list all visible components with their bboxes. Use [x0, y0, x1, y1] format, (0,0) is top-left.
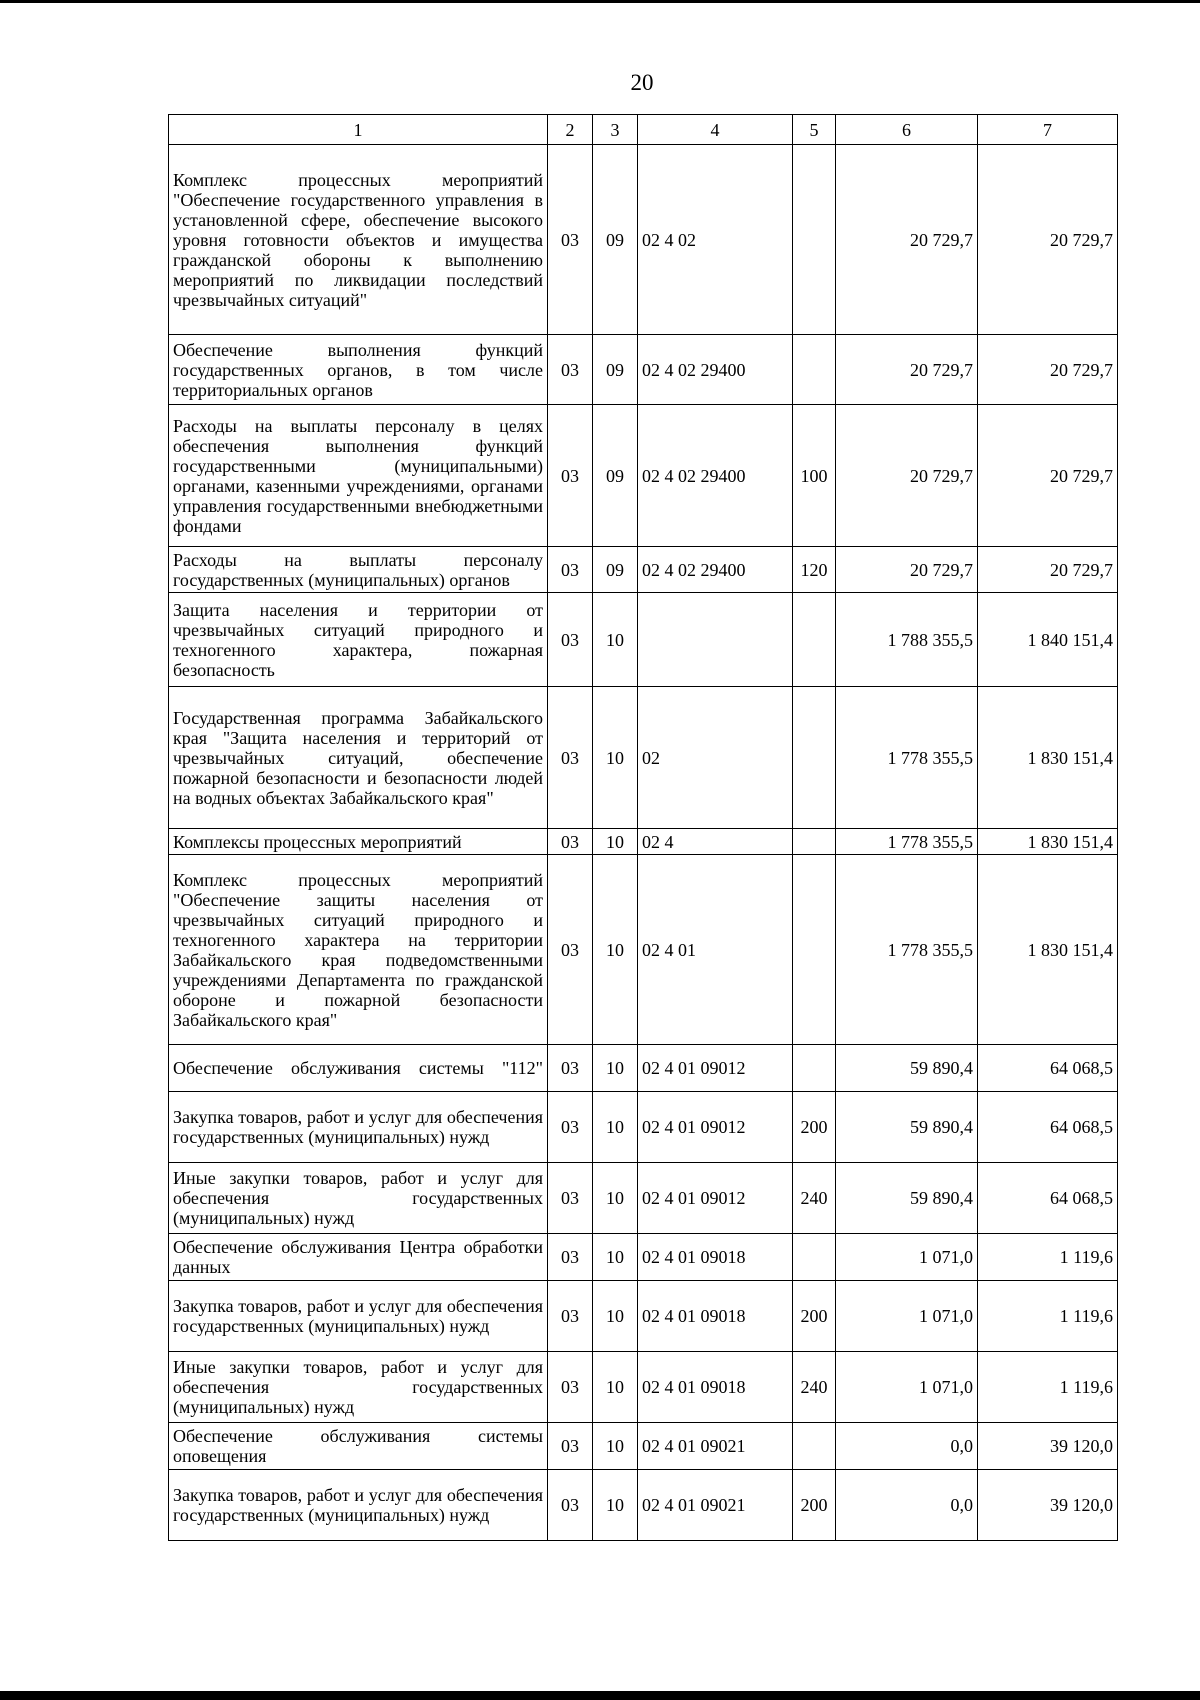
- row-amount-col7: 20 729,7: [978, 405, 1118, 547]
- table-row: [169, 687, 1118, 829]
- row-amount-col6: 20 729,7: [836, 335, 978, 405]
- row-amount-col6: 1 071,0: [836, 1234, 978, 1281]
- row-subsection: 10: [593, 687, 638, 829]
- row-subsection: 09: [593, 335, 638, 405]
- budget-table: [168, 114, 1118, 1541]
- row-amount-col6: 59 890,4: [836, 1092, 978, 1163]
- row-target-code: 02 4 01: [638, 855, 793, 1045]
- row-subsection: 10: [593, 1281, 638, 1352]
- column-header-4: 4: [638, 115, 793, 145]
- table-row: [169, 1352, 1118, 1423]
- row-expense-type: 200: [793, 1281, 836, 1352]
- row-target-code: 02 4 02: [638, 145, 793, 335]
- row-section: 03: [548, 1045, 593, 1092]
- row-amount-col6: 1 778 355,5: [836, 687, 978, 829]
- row-amount-col7: 20 729,7: [978, 335, 1118, 405]
- row-expense-type: [793, 687, 836, 829]
- row-amount-col6: 59 890,4: [836, 1045, 978, 1092]
- table-row: [169, 335, 1118, 405]
- row-target-code: [638, 593, 793, 687]
- row-name: Расходы на выплаты персоналу в целях обеспечения выполнения функций государственными (муниципальными) органами, казенными учреждениями, органами управления государственными внебюджетными фондами: [169, 405, 548, 547]
- row-section: 03: [548, 335, 593, 405]
- row-expense-type: [793, 1423, 836, 1470]
- table-row: [169, 1281, 1118, 1352]
- row-amount-col6: 1 778 355,5: [836, 855, 978, 1045]
- row-section: 03: [548, 1092, 593, 1163]
- column-header-6: 6: [836, 115, 978, 145]
- row-amount-col7: 1 119,6: [978, 1352, 1118, 1423]
- row-name: Закупка товаров, работ и услуг для обеспечения государственных (муниципальных) нужд: [169, 1281, 548, 1352]
- row-section: 03: [548, 1163, 593, 1234]
- row-section: 03: [548, 145, 593, 335]
- row-subsection: 10: [593, 829, 638, 855]
- row-subsection: 10: [593, 855, 638, 1045]
- row-target-code: 02 4 01 09012: [638, 1092, 793, 1163]
- row-amount-col6: 1 778 355,5: [836, 829, 978, 855]
- row-amount-col7: 39 120,0: [978, 1423, 1118, 1470]
- row-amount-col6: 20 729,7: [836, 547, 978, 593]
- table-row: [169, 855, 1118, 1045]
- row-section: 03: [548, 1234, 593, 1281]
- row-name: Защита населения и территории от чрезвычайных ситуаций природного и техногенного характера, пожарная безопасность: [169, 593, 548, 687]
- row-section: 03: [548, 855, 593, 1045]
- row-section: 03: [548, 1423, 593, 1470]
- row-amount-col7: 64 068,5: [978, 1092, 1118, 1163]
- row-amount-col6: 20 729,7: [836, 145, 978, 335]
- row-target-code: 02 4 02 29400: [638, 547, 793, 593]
- row-subsection: 10: [593, 1423, 638, 1470]
- row-expense-type: [793, 335, 836, 405]
- row-target-code: 02: [638, 687, 793, 829]
- row-expense-type: [793, 1234, 836, 1281]
- row-section: 03: [548, 1352, 593, 1423]
- header-row: [169, 115, 1118, 145]
- table-row: [169, 547, 1118, 593]
- row-amount-col7: 1 119,6: [978, 1234, 1118, 1281]
- row-amount-col7: 1 840 151,4: [978, 593, 1118, 687]
- row-section: 03: [548, 405, 593, 547]
- row-subsection: 10: [593, 1092, 638, 1163]
- row-section: 03: [548, 687, 593, 829]
- row-amount-col7: 20 729,7: [978, 547, 1118, 593]
- row-name: Расходы на выплаты персоналу государственных (муниципальных) органов: [169, 547, 548, 593]
- row-expense-type: [793, 829, 836, 855]
- row-subsection: 10: [593, 1352, 638, 1423]
- row-name: Государственная программа Забайкальского края "Защита населения и территорий от чрезвычайных ситуаций, обеспечение пожарной безопасности и безопасности людей на водных объектах Забайкальского края": [169, 687, 548, 829]
- row-subsection: 10: [593, 593, 638, 687]
- row-amount-col6: 1 788 355,5: [836, 593, 978, 687]
- row-amount-col7: 64 068,5: [978, 1163, 1118, 1234]
- column-header-1: 1: [169, 115, 548, 145]
- row-name: Обеспечение выполнения функций государственных органов, в том числе территориальных органов: [169, 335, 548, 405]
- row-amount-col6: 1 071,0: [836, 1281, 978, 1352]
- row-amount-col6: 1 071,0: [836, 1352, 978, 1423]
- row-target-code: 02 4 01 09021: [638, 1423, 793, 1470]
- row-amount-col7: 39 120,0: [978, 1470, 1118, 1541]
- row-name: Иные закупки товаров, работ и услуг для обеспечения государственных (муниципальных) нужд: [169, 1163, 548, 1234]
- row-expense-type: 240: [793, 1163, 836, 1234]
- table-row: [169, 145, 1118, 335]
- table-row: [169, 405, 1118, 547]
- table-row: [169, 1092, 1118, 1163]
- table-row: [169, 1423, 1118, 1470]
- column-header-7: 7: [978, 115, 1118, 145]
- row-subsection: 10: [593, 1045, 638, 1092]
- row-section: 03: [548, 1281, 593, 1352]
- row-target-code: 02 4 01 09018: [638, 1281, 793, 1352]
- row-target-code: 02 4 01 09018: [638, 1352, 793, 1423]
- row-name: Обеспечение обслуживания системы оповещения: [169, 1423, 548, 1470]
- row-name: Комплекс процессных мероприятий "Обеспечение государственного управления в установленной сфере, обеспечение высокого уровня готовности объектов и имущества гражданской обороны к выполнению мероприятий по ликвидации последствий чрезвычайных ситуаций": [169, 145, 548, 335]
- row-subsection: 10: [593, 1163, 638, 1234]
- row-subsection: 10: [593, 1234, 638, 1281]
- row-target-code: 02 4 02 29400: [638, 405, 793, 547]
- row-expense-type: [793, 145, 836, 335]
- row-amount-col7: 1 830 151,4: [978, 829, 1118, 855]
- row-target-code: 02 4 01 09012: [638, 1045, 793, 1092]
- row-subsection: 09: [593, 145, 638, 335]
- row-expense-type: [793, 855, 836, 1045]
- row-amount-col7: 1 830 151,4: [978, 687, 1118, 829]
- row-amount-col6: 20 729,7: [836, 405, 978, 547]
- row-target-code: 02 4 01 09021: [638, 1470, 793, 1541]
- row-amount-col7: 64 068,5: [978, 1045, 1118, 1092]
- row-amount-col6: 59 890,4: [836, 1163, 978, 1234]
- row-amount-col7: 20 729,7: [978, 145, 1118, 335]
- row-amount-col6: 0,0: [836, 1423, 978, 1470]
- row-amount-col6: 0,0: [836, 1470, 978, 1541]
- row-expense-type: 100: [793, 405, 836, 547]
- column-header-2: 2: [548, 115, 593, 145]
- column-header-5: 5: [793, 115, 836, 145]
- row-name: Комплекс процессных мероприятий "Обеспечение защиты населения от чрезвычайных ситуаций природного и техногенного характера на территории Забайкальского края подведомственными учреждениями Департамента по гражданской обороне и пожарной безопасности Забайкальского края": [169, 855, 548, 1045]
- row-name: Иные закупки товаров, работ и услуг для обеспечения государственных (муниципальных) нужд: [169, 1352, 548, 1423]
- row-subsection: 09: [593, 547, 638, 593]
- scan-bottom-border: [0, 1691, 1200, 1700]
- table-row: [169, 829, 1118, 855]
- row-expense-type: 200: [793, 1470, 836, 1541]
- row-section: 03: [548, 593, 593, 687]
- row-expense-type: [793, 593, 836, 687]
- table-row: [169, 1234, 1118, 1281]
- row-expense-type: [793, 1045, 836, 1092]
- row-target-code: 02 4: [638, 829, 793, 855]
- row-section: 03: [548, 547, 593, 593]
- row-expense-type: 240: [793, 1352, 836, 1423]
- row-target-code: 02 4 01 09012: [638, 1163, 793, 1234]
- table-row: [169, 1045, 1118, 1092]
- row-amount-col7: 1 119,6: [978, 1281, 1118, 1352]
- scan-top-border: [0, 0, 1200, 3]
- row-expense-type: 120: [793, 547, 836, 593]
- table-row: [169, 1470, 1118, 1541]
- row-section: 03: [548, 1470, 593, 1541]
- row-name: Обеспечение обслуживания системы "112": [169, 1045, 548, 1092]
- row-name: Комплексы процессных мероприятий: [169, 829, 548, 855]
- row-name: Обеспечение обслуживания Центра обработки данных: [169, 1234, 548, 1281]
- row-amount-col7: 1 830 151,4: [978, 855, 1118, 1045]
- table-row: [169, 593, 1118, 687]
- row-expense-type: 200: [793, 1092, 836, 1163]
- row-section: 03: [548, 829, 593, 855]
- column-header-3: 3: [593, 115, 638, 145]
- row-target-code: 02 4 02 29400: [638, 335, 793, 405]
- row-name: Закупка товаров, работ и услуг для обеспечения государственных (муниципальных) нужд: [169, 1470, 548, 1541]
- row-subsection: 10: [593, 1470, 638, 1541]
- row-subsection: 09: [593, 405, 638, 547]
- row-name: Закупка товаров, работ и услуг для обеспечения государственных (муниципальных) нужд: [169, 1092, 548, 1163]
- page-number: 20: [630, 70, 654, 95]
- row-target-code: 02 4 01 09018: [638, 1234, 793, 1281]
- table-row: [169, 1163, 1118, 1234]
